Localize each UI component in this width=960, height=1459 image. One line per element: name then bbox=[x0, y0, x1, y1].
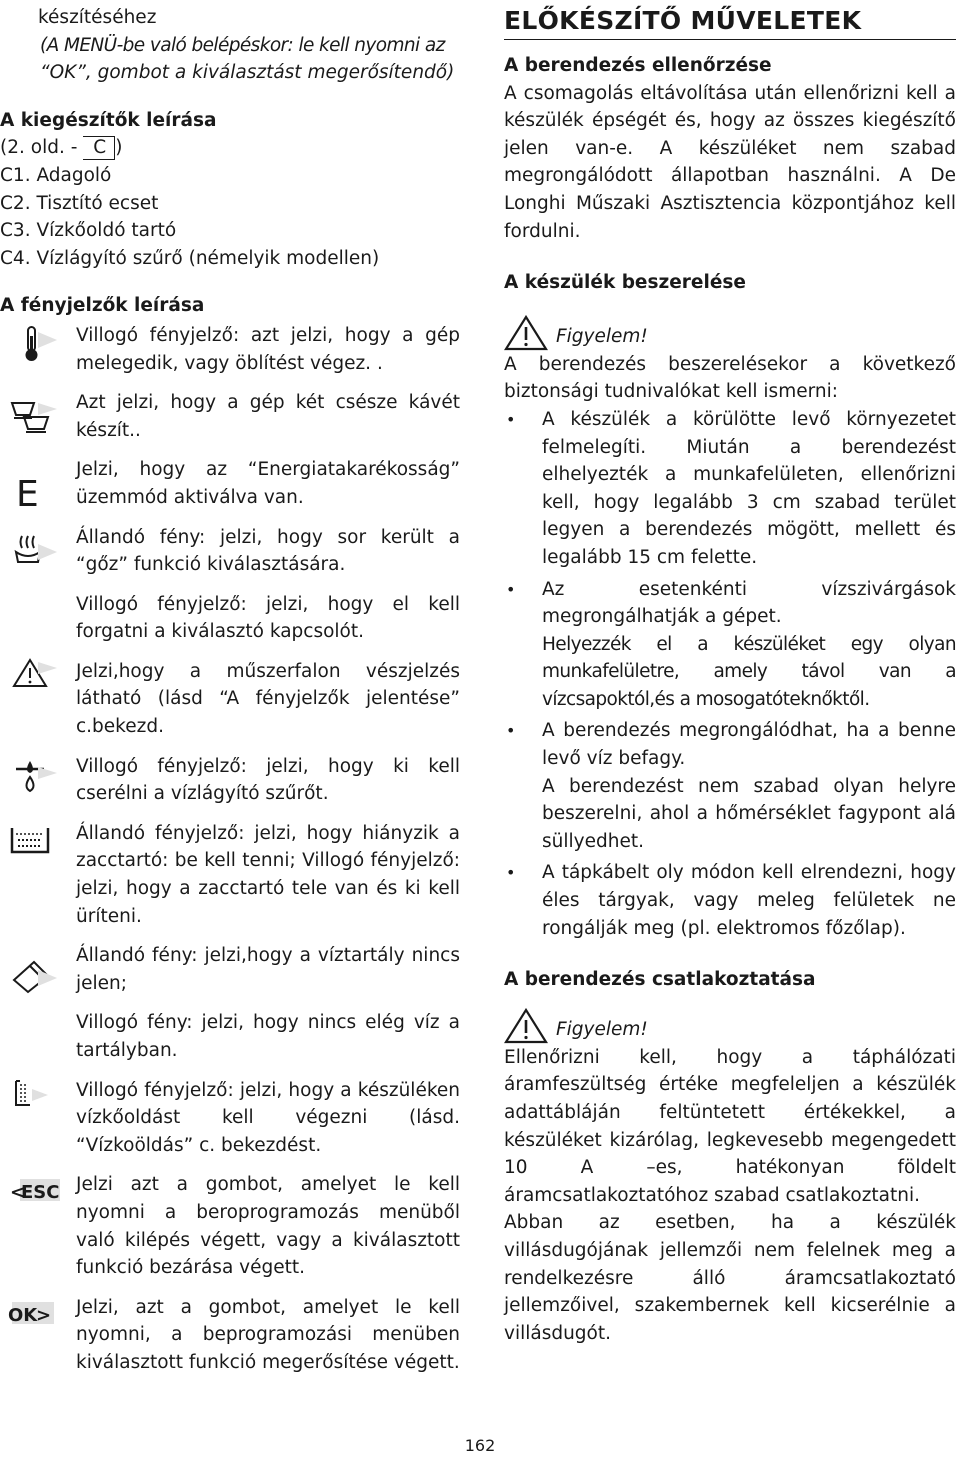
right-column bbox=[504, 0, 956, 1347]
light-text: Állandó fény: jelzi, hogy sor került a “gőz” funkció kiválasztására. bbox=[76, 526, 460, 576]
bullet-line: • A tápkábelt oly módon kell elrendezni, hogy éles tárgyak, vagy meleg felületek ne rongálják meg (pl. elektromos főzőlap). bbox=[542, 862, 956, 939]
install-bullet bbox=[504, 859, 956, 942]
descale-icon bbox=[8, 1075, 58, 1115]
light-esc bbox=[0, 1171, 460, 1281]
warning-icon bbox=[8, 654, 58, 694]
check-text: A csomagolás eltávolítása után ellenőrizni kell a készülék épségét és, hogy az összes kiegészítő jelen van-e. A készüléket nem szabad megrongálódott állapotban használni. A De Longhi Műszaki Asztisztencia központjához kell fordulni. bbox=[504, 82, 956, 242]
light-text: Villogó fényjelző: jelzi, hogy el kell forgatni a kiválasztó kapcsolót. bbox=[76, 593, 460, 643]
light-text: Jelzi,hogy a műszerfalon vészjelzés látható (lásd “A fényjelzők jelentése” c.bekezd. bbox=[76, 660, 460, 738]
install-intro: A berendezés beszerelésekor a következő biztonsági tudnivalókat kell ismerni: bbox=[504, 353, 956, 403]
bullet-line: • Az esetenkénti vízszivárgások megrongálhatják a gépet. bbox=[542, 578, 956, 628]
water-tank-icon bbox=[8, 956, 58, 996]
intro-line-3: “OK”, gombot a kiválasztást megerősítendő) bbox=[40, 62, 455, 84]
ok-icon bbox=[6, 1294, 62, 1334]
warning-icon bbox=[504, 315, 548, 351]
light-thermometer bbox=[0, 322, 460, 377]
accessories-ref bbox=[0, 134, 460, 162]
attention-label: Figyelem! bbox=[556, 1019, 648, 1041]
connect-heading: A berendezés csatlakoztatása bbox=[504, 969, 816, 991]
attention-label: Figyelem! bbox=[556, 326, 648, 348]
svg-text:<: < bbox=[10, 1182, 26, 1204]
accessories-ref-prefix: (2. old. - bbox=[0, 137, 78, 159]
accessories-ref-suffix: ) bbox=[115, 137, 123, 159]
section-title: ELŐKÉSZÍTŐ MŰVELETEK bbox=[504, 4, 956, 40]
grounds-container-icon bbox=[8, 822, 58, 862]
light-warning bbox=[0, 658, 460, 741]
bullet-line: • A berendezés megrongálódhat, ha a benne levő víz befagy. bbox=[542, 720, 956, 770]
install-section bbox=[504, 269, 956, 942]
page-number: 162 bbox=[464, 1436, 496, 1455]
light-text: Jelzi, azt a gombot, amelyet le kell nyomni, a beprogramozási menüben kiválasztott funkció megerősítése végett. bbox=[76, 1296, 460, 1373]
intro bbox=[0, 0, 460, 87]
install-bullet bbox=[504, 576, 956, 714]
light-descale bbox=[0, 1077, 460, 1160]
light-water-filter bbox=[0, 753, 460, 808]
install-heading: A készülék beszerelése bbox=[504, 272, 746, 294]
light-text: Villogó fény: jelzi, hogy nincs elég víz a tartályban. bbox=[76, 1012, 460, 1061]
ok-label: OK bbox=[8, 1304, 38, 1326]
light-text: Jelzi, hogy az “Energiatakarékosság” üzemmód aktiválva van. bbox=[76, 459, 460, 508]
connect-text-2: Abban az esetben, ha a készülék villásdugójának jellemzői nem felelnek meg a rendelkezésre álló áramcsatlakoztató jellemzőivel, szakembernek kell kicserélnie a villásdugót. bbox=[504, 1212, 956, 1344]
esc-icon bbox=[6, 1171, 62, 1211]
connect-attention bbox=[504, 1008, 956, 1044]
accessory-item: C3. Vízkőoldó tartó bbox=[0, 220, 177, 242]
bullet-line: Helyezzék el a készüléket egy olyan munkafelületre, amely távol van a vízcsapoktól,és a mosogatóteknőktől. bbox=[542, 633, 956, 710]
lights-section bbox=[0, 292, 460, 1376]
left-column bbox=[0, 0, 460, 1377]
accessory-item: C2. Tisztító ecset bbox=[0, 192, 159, 214]
light-two-cups bbox=[0, 389, 460, 444]
light-text: Villogó fényjelző: azt jelzi, hogy a gép melegedik, vagy öblítést végez. . bbox=[76, 324, 460, 374]
light-selector bbox=[0, 591, 460, 646]
install-bullet bbox=[504, 406, 956, 572]
accessories-ref-box: C bbox=[83, 136, 115, 160]
energy-letter: E bbox=[16, 474, 39, 513]
two-cups-icon bbox=[8, 397, 58, 437]
water-filter-icon bbox=[8, 757, 58, 797]
connect-text-1: Ellenőrizni kell, hogy a táphálózati áramfeszültség értéke megfeleljen a készülék adattábláján feltüntetett értékekkel, a készüléket kizárólag, legkevesebb megengedett 10 A –es, hatékonyan földelt áramcsatlakoztatóhoz szabad csatlakoztatni. bbox=[504, 1046, 956, 1206]
energy-saving-icon bbox=[8, 472, 58, 512]
accessory-item: C4. Vízlágyító szűrő (némelyik modellen) bbox=[0, 247, 380, 269]
esc-label: ESC bbox=[21, 1182, 60, 1204]
light-steam bbox=[0, 524, 460, 579]
check-section bbox=[504, 52, 956, 245]
thermometer-icon bbox=[8, 324, 58, 364]
light-text: Állandó fényjelző: jelzi, hogy hiányzik a zacctartó: be kell tenni; Villogó fényjelző: jelzi, hogy a zacctartó tele van és ki kell üríteni. bbox=[76, 822, 460, 927]
steam-icon bbox=[8, 530, 58, 570]
light-text: Azt jelzi, hogy a gép két csésze kávét készít.. bbox=[76, 392, 460, 441]
light-water-tank bbox=[0, 942, 460, 997]
bullet-line: • A készülék a körülötte levő környezetet felmelegíti. Miután a berendezést elhelyezték a munkafelületen, ellenőrizni kell, hogy legalább 3 cm szabad terület legyen a berendezés mögött, mellett és legalább 15 cm felette. bbox=[542, 408, 956, 568]
light-text: Villogó fényjelző: jelzi, hogy ki kell cserélni a vízlágyító szűrőt. bbox=[76, 755, 460, 805]
check-heading: A berendezés ellenőrzése bbox=[504, 55, 772, 76]
light-energy bbox=[0, 456, 460, 511]
light-text: Jelzi azt a gombot, amelyet le kell nyomni a beroprogramozás menüből való kilépés végett, vagy a kiválasztott funkció bezárása végett. bbox=[76, 1174, 460, 1279]
light-text: Állandó fény: jelzi,hogy a víztartály nincs jelen; bbox=[76, 945, 460, 994]
warning-icon bbox=[504, 1008, 548, 1044]
lights-heading: A fényjelzők leírása bbox=[0, 295, 205, 317]
light-grounds bbox=[0, 820, 460, 930]
svg-text:>: > bbox=[36, 1304, 52, 1326]
install-bullet bbox=[504, 717, 956, 855]
bullet-line: A berendezést nem szabad olyan helyre beszerelni, ahol a hőmérséklet fagypont alá süllyedhet. bbox=[542, 775, 956, 852]
connect-section bbox=[504, 966, 956, 1347]
light-text: Villogó fényjelző: jelzi, hogy a készüléken vízkőoldást kell végezni (lásd. “Vízkoöldás” c. bekezdést. bbox=[76, 1079, 460, 1156]
intro-line-2: (A MENÜ-be való belépéskor: le kell nyomni az bbox=[40, 34, 445, 56]
light-ok bbox=[0, 1294, 460, 1377]
accessories-heading: A kiegészítők leírása bbox=[0, 109, 217, 131]
accessories-section bbox=[0, 107, 460, 273]
light-low-water bbox=[0, 1009, 460, 1064]
install-attention bbox=[504, 315, 956, 351]
accessory-item: C1. Adagoló bbox=[0, 164, 112, 186]
intro-line-1: készítéséhez bbox=[38, 7, 157, 28]
